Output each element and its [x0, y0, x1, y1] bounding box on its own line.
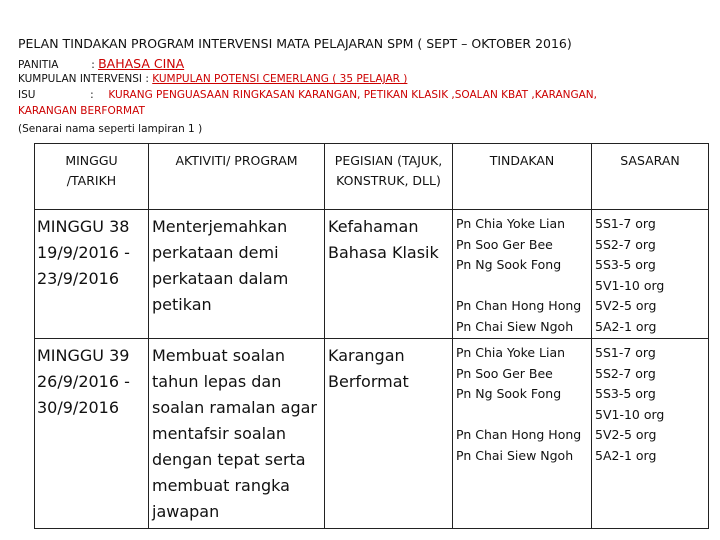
tindakan-line: Pn Chia Yoke Lian	[456, 216, 566, 231]
panitia-line	[18, 56, 184, 71]
kumpulan-line	[18, 73, 407, 85]
kumpulan-label: KUMPULAN INTERVENSI :	[18, 73, 149, 85]
tindakan-line: Pn Ng Sook Fong	[456, 257, 562, 272]
cell-minggu	[35, 339, 149, 529]
minggu-line: MINGGU 38	[37, 217, 130, 236]
column-header-line: AKTIVITI/ PROGRAM	[175, 153, 298, 168]
isu-value: KURANG PENGUASAAN RINGKASAN KARANGAN, PETIKAN KLASIK ,SOALAN KBAT ,KARANGAN,	[108, 89, 597, 101]
tindakan-line: Pn Chan Hong Hong	[456, 427, 582, 442]
minggu-line: 30/9/2016	[37, 398, 120, 417]
sasaran-line: 5S1-7 org	[595, 216, 656, 231]
tindakan-line: Pn Ng Sook Fong	[456, 386, 562, 401]
aktiviti-line: soalan ramalan agar	[152, 398, 317, 417]
panitia-label: PANITIA	[18, 59, 59, 71]
minggu-line: MINGGU 39	[37, 346, 130, 365]
tindakan-line: Pn Chai Siew Ngoh	[456, 318, 574, 334]
table-row	[35, 210, 709, 339]
aktiviti-line: membuat rangka	[152, 476, 290, 495]
column-header-aktiviti	[149, 144, 325, 210]
aktiviti-line: mentafsir soalan	[152, 424, 287, 443]
cell-sasaran	[592, 210, 709, 339]
tindakan-line: Pn Chan Hong Hong	[456, 298, 582, 313]
aktiviti-line: petikan	[152, 295, 212, 314]
action-plan-table	[34, 143, 709, 529]
pegisian-line: Kefahaman	[328, 217, 419, 236]
column-header-line: TINDAKAN	[489, 153, 555, 168]
column-header-line: PEGISIAN (TAJUK,	[334, 153, 443, 168]
tindakan-line: Pn Soo Ger Bee	[456, 236, 553, 252]
sasaran-line: 5S1-7 org	[595, 345, 656, 360]
cell-aktiviti	[149, 210, 325, 339]
sasaran-line: 5A2-1 org	[595, 447, 657, 463]
isu-line	[18, 89, 597, 101]
isu-label: ISU	[18, 89, 36, 101]
kumpulan-value: KUMPULAN POTENSI CEMERLANG ( 35 PELAJAR )	[152, 73, 408, 85]
cell-pegisian	[325, 210, 453, 339]
document-title: PELAN TINDAKAN PROGRAM INTERVENSI MATA PELAJARAN SPM ( SEPT – OKTOBER 2016)	[18, 36, 572, 51]
aktiviti-line: Menterjemahkan	[152, 217, 288, 236]
aktiviti-line: jawapan	[152, 502, 220, 521]
pegisian-line: Karangan	[328, 346, 405, 365]
sasaran-line: 5A2-1 org	[595, 318, 657, 334]
aktiviti-line: perkataan dalam	[152, 269, 289, 288]
sasaran-line: 5V1-10 org	[595, 277, 665, 293]
cell-minggu	[35, 210, 149, 339]
minggu-line: 23/9/2016	[37, 269, 120, 288]
column-header-sasaran	[592, 144, 709, 210]
table-row	[35, 339, 709, 529]
column-header-minggu	[35, 144, 149, 210]
panitia-separator: :	[91, 59, 95, 71]
cell-tindakan	[453, 339, 592, 529]
aktiviti-line: perkataan demi	[152, 243, 279, 262]
table-header-row	[35, 144, 709, 210]
panitia-value: BAHASA CINA	[98, 56, 185, 71]
tindakan-line: Pn Chia Yoke Lian	[456, 345, 566, 360]
column-header-pegisian	[325, 144, 453, 210]
sasaran-line: 5S3-5 org	[595, 386, 656, 401]
sasaran-line: 5V1-10 org	[595, 406, 665, 422]
column-header-line: KONSTRUK, DLL)	[336, 173, 441, 188]
isu-value-continued: KARANGAN BERFORMAT	[18, 105, 145, 117]
sasaran-line: 5S2-7 org	[595, 365, 656, 381]
column-header-line: SASARAN	[620, 153, 680, 168]
minggu-line: 19/9/2016 -	[37, 243, 130, 262]
aktiviti-line: dengan tepat serta	[152, 450, 306, 469]
cell-tindakan	[453, 210, 592, 339]
tindakan-line: Pn Soo Ger Bee	[456, 365, 553, 381]
isu-separator: :	[90, 89, 94, 101]
sasaran-line: 5V2-5 org	[595, 298, 657, 313]
aktiviti-line: tahun lepas dan	[152, 372, 282, 391]
column-header-tindakan	[453, 144, 592, 210]
sasaran-line: 5V2-5 org	[595, 427, 657, 442]
sasaran-line: 5S2-7 org	[595, 236, 656, 252]
cell-aktiviti	[149, 339, 325, 529]
tindakan-line: Pn Chai Siew Ngoh	[456, 447, 574, 463]
senarai-note: (Senarai nama seperti lampiran 1 )	[18, 123, 203, 135]
aktiviti-line: Membuat soalan	[152, 346, 286, 365]
column-header-line: /TARIKH	[66, 173, 117, 188]
pegisian-line: Berformat	[328, 372, 409, 391]
cell-sasaran	[592, 339, 709, 529]
sasaran-line: 5S3-5 org	[595, 257, 656, 272]
pegisian-line: Bahasa Klasik	[328, 243, 439, 262]
cell-pegisian	[325, 339, 453, 529]
minggu-line: 26/9/2016 -	[37, 372, 130, 391]
column-header-line: MINGGU	[65, 153, 118, 168]
